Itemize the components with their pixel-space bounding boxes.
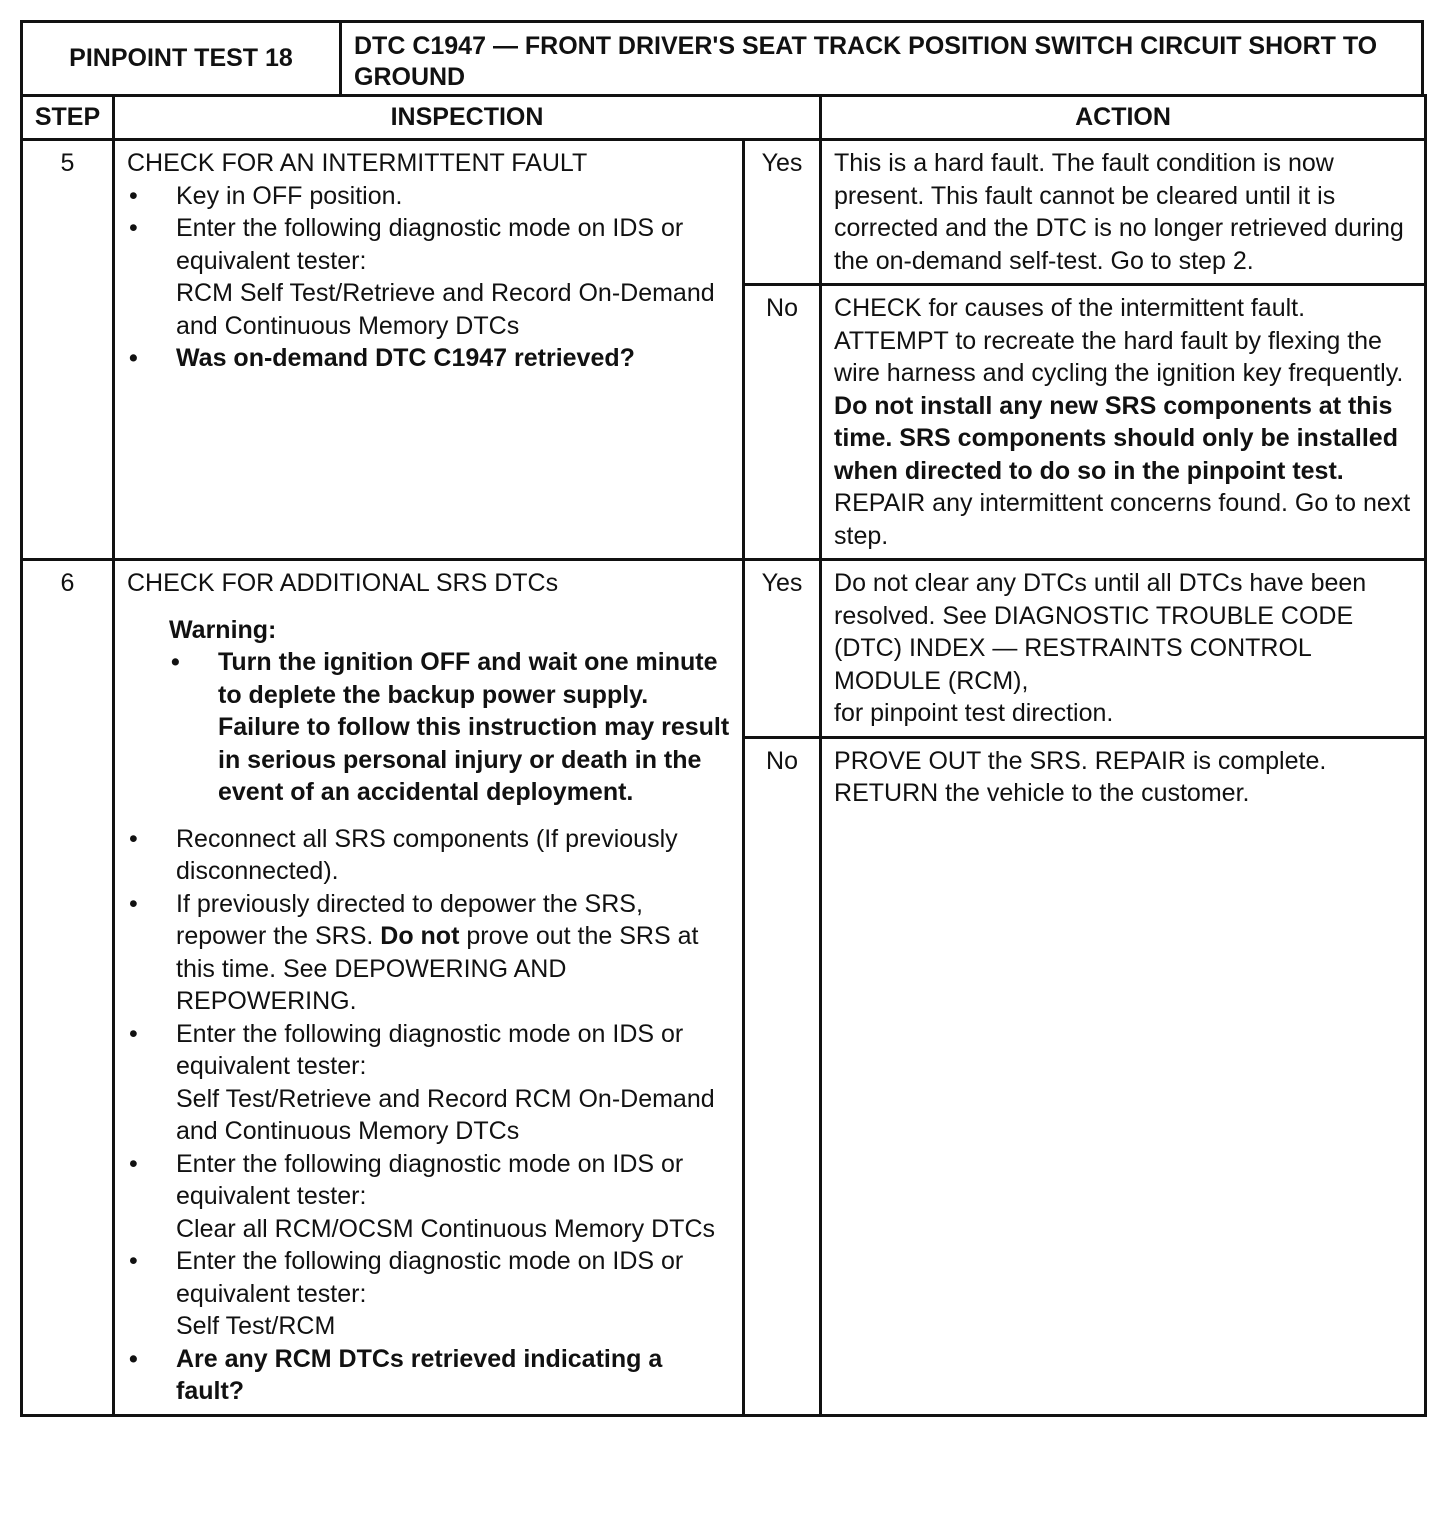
step6-bullets — [127, 823, 732, 1083]
step6-number: 6 — [22, 560, 114, 1416]
step5-no-action-warning: Do not install any new SRS components at this time. SRS components should only be installed when directed to do so in the pinpoint test. — [834, 391, 1398, 485]
step5-title: CHECK FOR AN INTERMITTENT FAULT — [127, 149, 588, 177]
step5-no-action — [821, 285, 1426, 560]
pinpoint-table — [20, 94, 1427, 1417]
warning-label: Warning: — [169, 615, 277, 644]
action-column-header: ACTION — [821, 96, 1426, 140]
step6-bullet-1: • Reconnect all SRS components (If previously disconnected). — [127, 823, 732, 888]
step5-number: 5 — [22, 140, 114, 560]
step-column-header: STEP — [22, 96, 114, 140]
test-header — [20, 20, 1424, 97]
step6-bullet-3: • Enter the following diagnostic mode on IDS or equivalent tester: — [127, 1018, 732, 1083]
step5-question: • Was on-demand DTC C1947 retrieved? — [127, 342, 732, 375]
step6-bullet-2-bold: Do not — [380, 922, 460, 950]
step6-mode-3: Self Test/RCM — [176, 1312, 336, 1340]
step6-bullet-4: • Enter the following diagnostic mode on IDS or equivalent tester: — [127, 1148, 732, 1213]
step6-bullet-2 — [127, 888, 732, 1018]
step6-question: • Are any RCM DTCs retrieved indicating a fault? — [127, 1343, 732, 1408]
step5-bullet-1: • Key in OFF position. — [127, 180, 732, 213]
step6-mode-2: Clear all RCM/OCSM Continuous Memory DTCs — [176, 1214, 716, 1243]
step6-yes-action-text: Do not clear any DTCs until all DTCs have been resolved. See DIAGNOSTIC TROUBLE CODE (DTC) INDEX — RESTRAINTS CONTROL MODULE (RCM), — [834, 569, 1367, 695]
step5-inspection — [114, 140, 744, 560]
warning-text: • Turn the ignition OFF and wait one minute to deplete the backup power supply. Failure to follow this instruction may result in serious personal injury or death in the event of an accidental deployment. — [169, 646, 732, 809]
step5-no-action-text-2: REPAIR any intermittent concerns found. Go to next step. — [834, 489, 1411, 550]
step5-yes-action: This is a hard fault. The fault condition is now present. This fault cannot be cleared until it is corrected and the DTC is no longer retrieved during the on-demand self-test. Go to step 2. — [821, 140, 1426, 285]
warning-block — [169, 614, 732, 809]
step6-bullet-2-b: prove out the SRS at this time. See DEPOWERING AND REPOWERING. — [176, 922, 699, 1015]
step6-inspection — [114, 560, 744, 1416]
step6-title: CHECK FOR ADDITIONAL SRS DTCs — [127, 569, 559, 597]
inspection-column-header: INSPECTION — [114, 96, 821, 140]
step5-mode: RCM Self Test/Retrieve and Record On-Demand and Continuous Memory DTCs — [176, 279, 715, 340]
column-header-row — [22, 96, 1426, 140]
step6-yes-row — [22, 560, 1426, 738]
step6-yes-action — [821, 560, 1426, 738]
step6-yes-action-text-2: for pinpoint test direction. — [834, 699, 1114, 727]
step5-bullets — [127, 180, 732, 278]
test-title: DTC C1947 — FRONT DRIVER'S SEAT TRACK POSITION SWITCH CIRCUIT SHORT TO GROUND — [354, 32, 1378, 91]
step6-mode-1: Self Test/Retrieve and Record RCM On-Demand and Continuous Memory DTCs — [176, 1084, 715, 1145]
step5-yes-label: Yes — [744, 140, 821, 285]
pinpoint-label: PINPOINT TEST 18 — [23, 23, 342, 94]
step5-bullet-2: • Enter the following diagnostic mode on IDS or equivalent tester: — [127, 212, 732, 277]
step5-no-label: No — [744, 285, 821, 560]
step5-yes-row — [22, 140, 1426, 285]
step5-no-action-text-1: CHECK for causes of the intermittent fault. ATTEMPT to recreate the hard fault by flexing the wire harness and cycling the ignition key frequently. — [834, 294, 1404, 387]
step6-no-label: No — [744, 737, 821, 1415]
step6-no-action: PROVE OUT the SRS. REPAIR is complete. RETURN the vehicle to the customer. — [821, 737, 1426, 1415]
step6-bullet-2-a: If previously directed to depower the SRS, repower the SRS. — [176, 889, 643, 950]
step6-bullet-5: • Enter the following diagnostic mode on IDS or equivalent tester: — [127, 1245, 732, 1310]
pinpoint-test-document — [20, 20, 1424, 1417]
step6-yes-label: Yes — [744, 560, 821, 738]
